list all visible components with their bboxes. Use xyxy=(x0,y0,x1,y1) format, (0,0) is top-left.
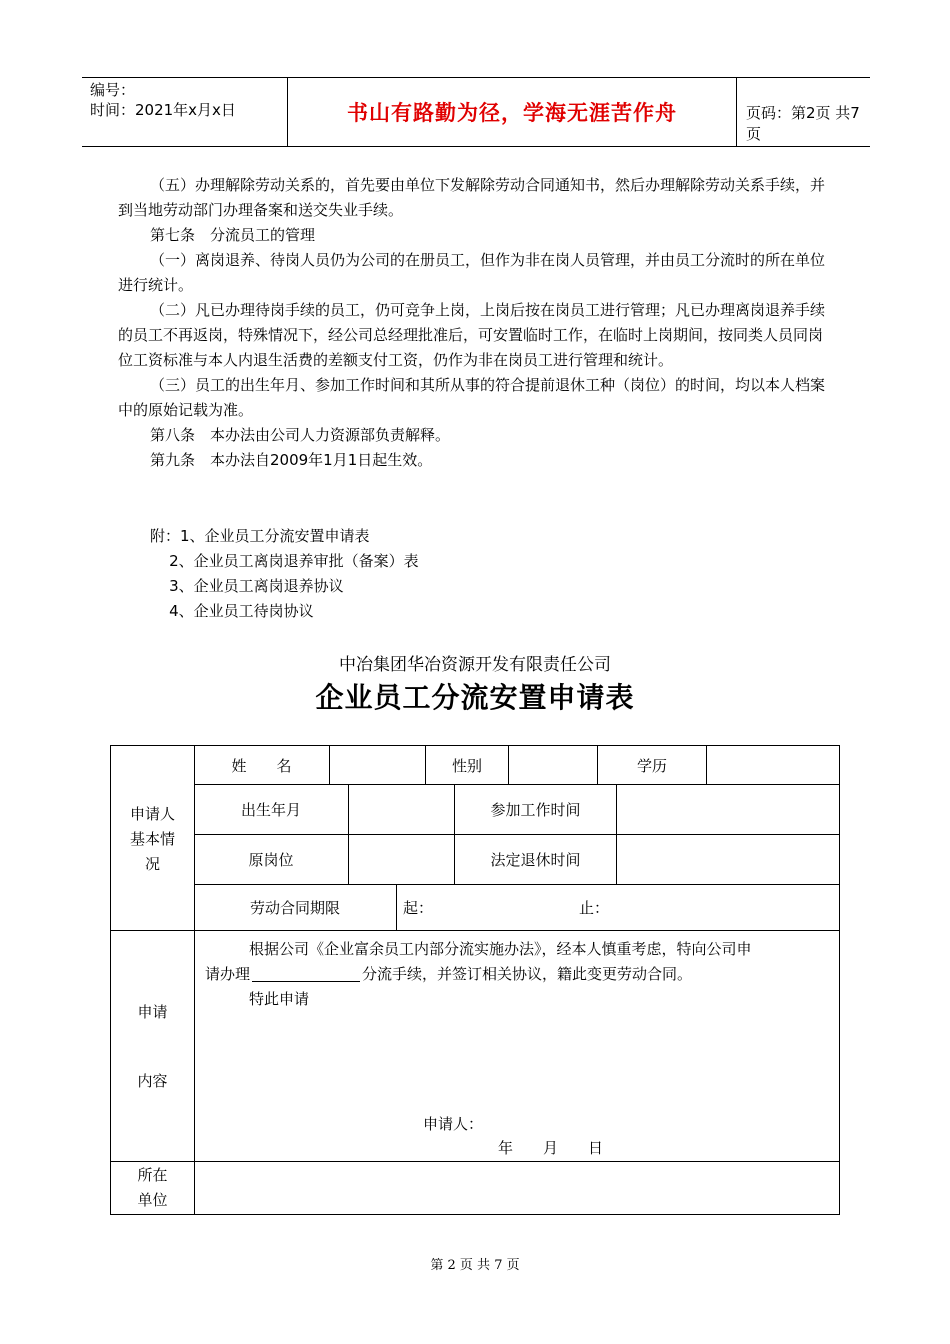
original-post-field[interactable] xyxy=(349,834,454,884)
section-unit-label: 所在 单位 xyxy=(137,1166,168,1209)
attachment-item: 3、企业员工离岗退养协议 xyxy=(150,577,344,595)
attachment-list xyxy=(150,524,419,624)
work-start-label: 参加工作时间 xyxy=(490,800,581,819)
body-text xyxy=(118,173,832,473)
attachment-item: 附：1、企业员工分流安置申请表 xyxy=(150,527,370,545)
work-start-field[interactable] xyxy=(617,784,840,834)
paragraph: （一）离岗退养、待岗人员仍为公司的在册员工，但作为非在岗人员管理，并由员工分流时的所在单位进行统计。 xyxy=(118,251,826,294)
header-page-number: 页码：第2页 共7页 xyxy=(746,104,860,143)
header-motto: 书山有路勤为径，学海无涯苦作舟 xyxy=(287,78,737,146)
document-number: 编号： xyxy=(90,81,136,99)
contract-label: 劳动合同期限 xyxy=(249,898,340,917)
name-field[interactable] xyxy=(330,746,425,784)
article-heading: 第九条 本办法自2009年1月1日起生效。 xyxy=(150,451,433,469)
applicant-label: 申请人： xyxy=(423,1114,484,1133)
application-date: 年 月 日 xyxy=(498,1138,604,1157)
paragraph: （五）办理解除劳动关系的，首先要由单位下发解除劳动合同通知书，然后办理解除劳动关系手续，并到当地劳动部门办理备案和送交失业手续。 xyxy=(118,176,826,219)
retire-time-field[interactable] xyxy=(617,834,840,884)
attachment-item: 2、企业员工离岗退养审批（备案）表 xyxy=(150,552,419,570)
header-meta xyxy=(90,80,236,120)
page-header xyxy=(82,77,870,147)
name-label: 姓 名 xyxy=(231,756,292,775)
attachment-item: 4、企业员工待岗协议 xyxy=(150,602,314,620)
process-blank[interactable] xyxy=(252,965,360,982)
paragraph: （二）凡已办理待岗手续的员工，仍可竞争上岗，上岗后按在岗员工进行管理；凡已办理离岗退养手续的员工不再返岗，特殊情况下，经公司总经理批准后，可安置临时工作，在临时上岗期间，按同类人员同岗位工资标准与本人内退生活费的差额支付工资，仍作为非在岗员工进行管理和统计。 xyxy=(118,301,826,369)
section-basic-info-label: 申请人基本情况 xyxy=(129,804,175,873)
paragraph: （三）员工的出生年月、参加工作时间和其所从事的符合提前退休工种（岗位）的时间，均以本人档案中的原始记载为准。 xyxy=(118,376,826,419)
content-line-2: 请办理 分流手续，并签订相关协议，籍此变更劳动合同。 xyxy=(205,964,693,983)
gender-label: 性别 xyxy=(451,756,482,775)
education-label: 学历 xyxy=(636,756,667,775)
application-form xyxy=(110,745,840,1215)
retire-time-label: 法定退休时间 xyxy=(490,850,581,869)
special-request: 特此申请 xyxy=(249,989,310,1008)
page-footer: 第 2 页 共 7 页 xyxy=(430,1258,520,1273)
section-content-label: 申请 内容 xyxy=(137,1003,168,1090)
education-field[interactable] xyxy=(707,746,840,784)
article-heading: 第八条 本办法由公司人力资源部负责解释。 xyxy=(150,426,451,444)
birth-label: 出生年月 xyxy=(240,800,301,819)
unit-field[interactable] xyxy=(195,1162,840,1215)
company-name: 中冶集团华冶资源开发有限责任公司 xyxy=(339,655,611,675)
birth-field[interactable] xyxy=(349,784,454,834)
contract-end-label: 止： xyxy=(579,898,610,917)
contract-start-label: 起： xyxy=(403,898,434,917)
article-heading: 第七条 分流员工的管理 xyxy=(150,226,316,244)
gender-field[interactable] xyxy=(509,746,597,784)
content-line-1: 根据公司《企业富余员工内部分流实施办法》，经本人慎重考虑，特向公司申 xyxy=(249,939,752,958)
form-title: 企业员工分流安置申请表 xyxy=(315,681,635,714)
original-post-label: 原岗位 xyxy=(248,850,294,869)
document-time: 时间：2021年x月x日 xyxy=(90,101,236,119)
